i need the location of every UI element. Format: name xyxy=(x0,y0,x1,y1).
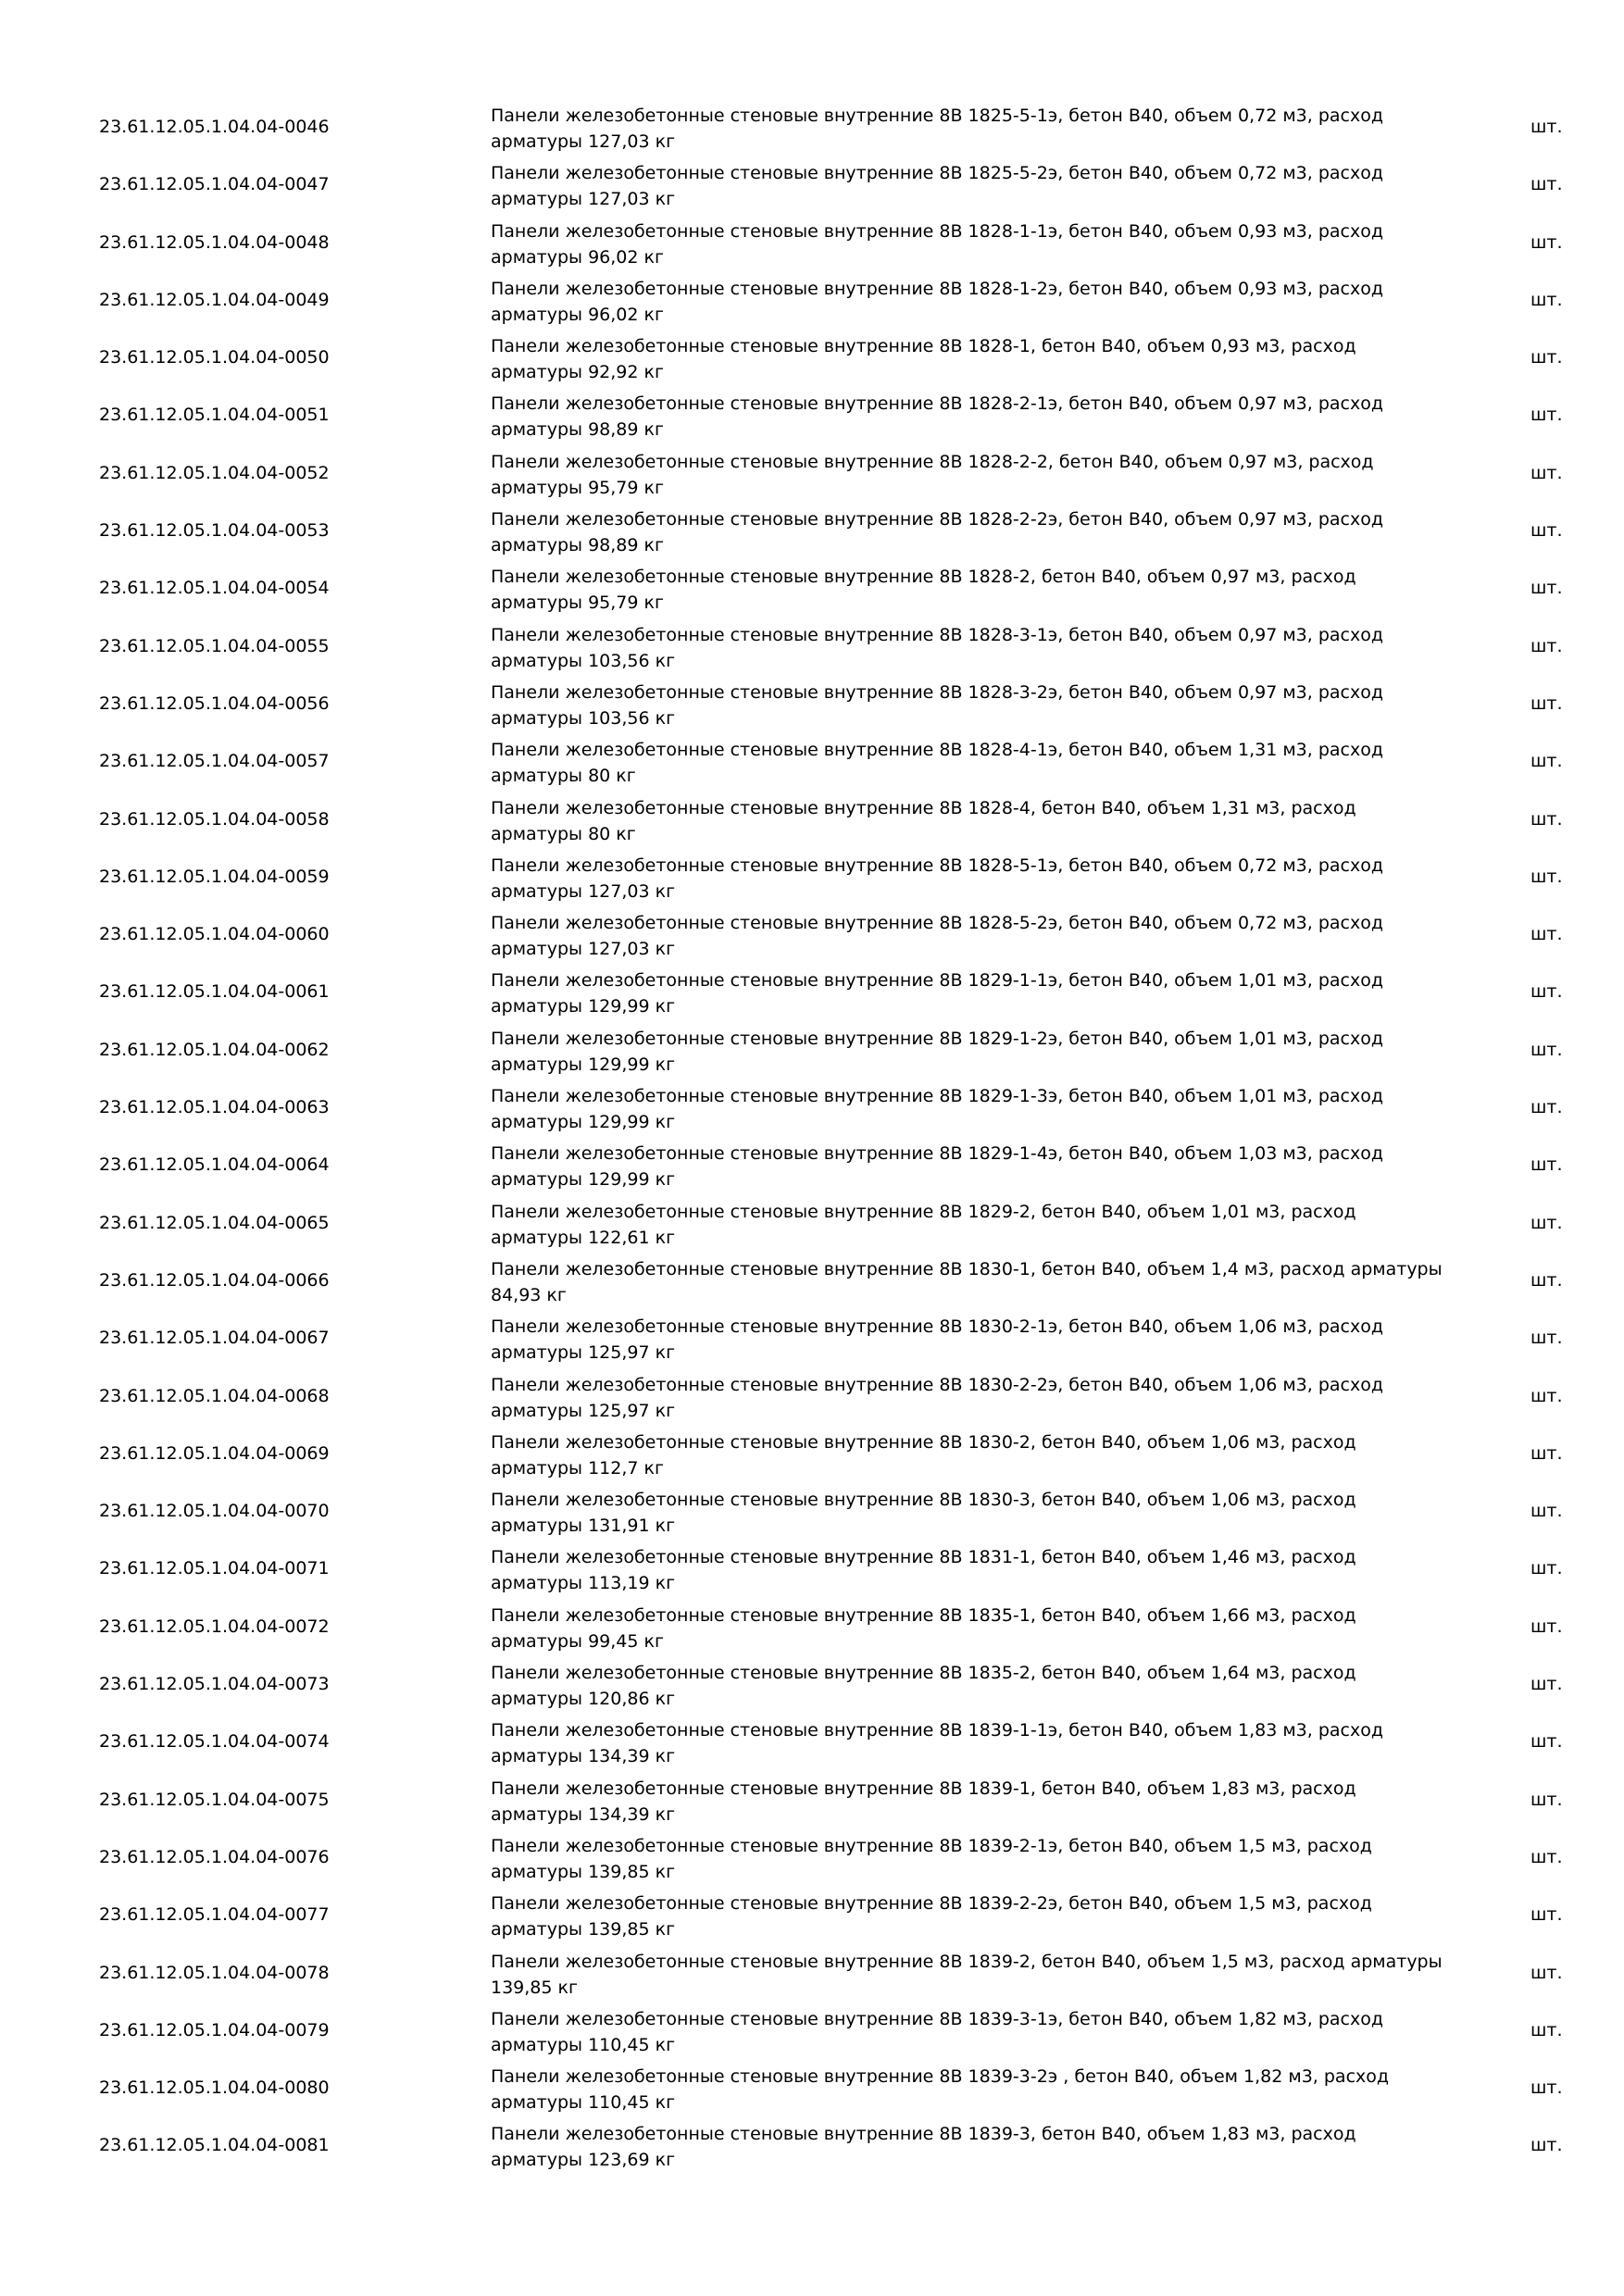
resource-code: 23.61.12.05.1.04.04-0075 xyxy=(99,1789,330,1810)
description-line: Панели железобетонные стеновые внутренние 8В 1829-1-4э, бетон В40, объем 1,03 м3, расход xyxy=(491,1143,1383,1165)
unit-of-measure: шт. xyxy=(1530,117,1563,137)
resource-description xyxy=(491,967,1454,1019)
resource-code: 23.61.12.05.1.04.04-0054 xyxy=(99,578,330,599)
resource-code: 23.61.12.05.1.04.04-0080 xyxy=(99,2078,330,2099)
description-line: Панели железобетонные стеновые внутренние 8В 1831-1, бетон В40, объем 1,46 м3, расход xyxy=(491,1547,1356,1568)
resource-code: 23.61.12.05.1.04.04-0055 xyxy=(99,635,330,656)
resource-description xyxy=(491,1487,1454,1539)
description-line: Панели железобетонные стеновые внутренние 8В 1839-2-1э, бетон В40, объем 1,5 м3, расход xyxy=(491,1835,1372,1856)
table-row xyxy=(0,1255,1624,1313)
resource-description xyxy=(491,1083,1454,1135)
unit-of-measure: шт. xyxy=(1530,174,1563,195)
description-line: арматуры 125,97 кг xyxy=(491,1342,676,1364)
description-line: Панели железобетонные стеновые внутренние 8В 1825-5-2э, бетон В40, объем 0,72 м3, расход xyxy=(491,163,1383,184)
description-line: арматуры 99,45 кг xyxy=(491,1630,664,1652)
resource-code: 23.61.12.05.1.04.04-0078 xyxy=(99,1962,330,1983)
table-row xyxy=(0,736,1624,793)
table-row xyxy=(0,102,1624,159)
table-row xyxy=(0,159,1624,217)
resource-description xyxy=(491,1776,1454,1828)
description-line: Панели железобетонные стеновые внутренние 8В 1839-2-2э, бетон В40, объем 1,5 м3, расход xyxy=(491,1893,1372,1915)
resource-code: 23.61.12.05.1.04.04-0072 xyxy=(99,1616,330,1637)
resource-code: 23.61.12.05.1.04.04-0046 xyxy=(99,117,330,137)
resource-description xyxy=(491,737,1454,789)
resource-description xyxy=(491,1256,1454,1308)
table-row xyxy=(0,967,1624,1024)
description-line: Панели железобетонные стеновые внутренние 8В 1828-2-2, бетон В40, объем 0,97 м3, расход xyxy=(491,451,1374,472)
unit-of-measure: шт. xyxy=(1530,751,1563,772)
description-line: арматуры 134,39 кг xyxy=(491,1746,676,1767)
description-line: Панели железобетонные стеновые внутренние 8В 1828-1, бетон В40, объем 0,93 м3, расход xyxy=(491,336,1356,357)
unit-of-measure: шт. xyxy=(1530,2135,1563,2156)
description-line: арматуры 103,56 кг xyxy=(491,650,676,671)
unit-of-measure: шт. xyxy=(1530,1616,1563,1637)
description-line: арматуры 95,79 кг xyxy=(491,593,664,614)
resource-code: 23.61.12.05.1.04.04-0060 xyxy=(99,924,330,945)
resource-description xyxy=(491,1141,1454,1192)
unit-of-measure: шт. xyxy=(1530,1212,1563,1233)
unit-of-measure: шт. xyxy=(1530,2078,1563,2099)
table-row xyxy=(0,1602,1624,1659)
resource-code: 23.61.12.05.1.04.04-0053 xyxy=(99,520,330,542)
resource-code: 23.61.12.05.1.04.04-0059 xyxy=(99,866,330,887)
description-line: арматуры 98,89 кг xyxy=(491,535,664,556)
description-line: Панели железобетонные стеновые внутренние 8В 1839-3, бетон В40, объем 1,83 м3, расход xyxy=(491,2124,1356,2145)
table-row xyxy=(0,1659,1624,1716)
description-line: Панели железобетонные стеновые внутренние 8В 1835-1, бетон В40, объем 1,66 м3, расход xyxy=(491,1604,1356,1626)
resource-description xyxy=(491,2006,1454,2058)
description-line: Панели железобетонные стеновые внутренние 8В 1828-2, бетон В40, объем 0,97 м3, расход xyxy=(491,567,1356,588)
description-line: Панели железобетонные стеновые внутренние 8В 1839-3-1э, бетон В40, объем 1,82 м3, расход xyxy=(491,2008,1383,2029)
resource-code: 23.61.12.05.1.04.04-0063 xyxy=(99,1097,330,1118)
unit-of-measure: шт. xyxy=(1530,808,1563,830)
description-line: Панели железобетонные стеновые внутренние 8В 1839-2, бетон В40, объем 1,5 м3, расход арматуры xyxy=(491,1951,1443,1972)
table-row xyxy=(0,1890,1624,1947)
description-line: арматуры 122,61 кг xyxy=(491,1227,676,1248)
table-row xyxy=(0,909,1624,967)
unit-of-measure: шт. xyxy=(1530,1442,1563,1464)
description-line: арматуры 95,79 кг xyxy=(491,477,664,498)
description-line: Панели железобетонные стеновые внутренние 8В 1839-1-1э, бетон В40, объем 1,83 м3, расход xyxy=(491,1720,1383,1741)
resource-code: 23.61.12.05.1.04.04-0079 xyxy=(99,2019,330,2040)
description-line: арматуры 113,19 кг xyxy=(491,1573,676,1594)
description-line: Панели железобетонные стеновые внутренние 8В 1830-2-1э, бетон В40, объем 1,06 м3, расход xyxy=(491,1316,1383,1338)
table-row xyxy=(0,448,1624,505)
unit-of-measure: шт. xyxy=(1530,866,1563,887)
description-line: Панели железобетонные стеновые внутренние 8В 1829-2, бетон В40, объем 1,01 м3, расход xyxy=(491,1201,1356,1222)
unit-of-measure: шт. xyxy=(1530,578,1563,599)
unit-of-measure: шт. xyxy=(1530,693,1563,714)
resource-description xyxy=(491,391,1454,443)
description-line: арматуры 127,03 кг xyxy=(491,880,676,902)
description-line: арматуры 129,99 кг xyxy=(491,1169,676,1191)
unit-of-measure: шт. xyxy=(1530,405,1563,426)
description-line: арматуры 134,39 кг xyxy=(491,1803,676,1825)
resource-description xyxy=(491,910,1454,962)
resource-description xyxy=(491,622,1454,674)
description-line: арматуры 129,99 кг xyxy=(491,1112,676,1133)
resource-code: 23.61.12.05.1.04.04-0062 xyxy=(99,1039,330,1060)
table-row xyxy=(0,1140,1624,1197)
table-row xyxy=(0,2120,1624,2177)
resource-code: 23.61.12.05.1.04.04-0049 xyxy=(99,289,330,310)
table-row xyxy=(0,2063,1624,2120)
description-line: Панели железобетонные стеновые внутренние 8В 1830-2-2э, бетон В40, объем 1,06 м3, расход xyxy=(491,1374,1383,1395)
description-line: арматуры 80 кг xyxy=(491,823,636,844)
resource-description xyxy=(491,1026,1454,1078)
table-row xyxy=(0,621,1624,679)
description-line: арматуры 139,85 кг xyxy=(491,1919,676,1940)
resource-description xyxy=(491,2064,1454,2115)
resource-code: 23.61.12.05.1.04.04-0061 xyxy=(99,981,330,1003)
description-line: Панели железобетонные стеновые внутренние 8В 1828-2-2э, бетон В40, объем 0,97 м3, расход xyxy=(491,509,1383,530)
unit-of-measure: шт. xyxy=(1530,981,1563,1003)
table-row xyxy=(0,1025,1624,1082)
unit-of-measure: шт. xyxy=(1530,1097,1563,1118)
description-line: Панели железобетонные стеновые внутренние 8В 1829-1-3э, бетон В40, объем 1,01 м3, расход xyxy=(491,1086,1383,1107)
description-line: Панели железобетонные стеновые внутренние 8В 1828-3-2э, бетон В40, объем 0,97 м3, расход xyxy=(491,681,1383,703)
description-line: Панели железобетонные стеновые внутренние 8В 1839-1, бетон В40, объем 1,83 м3, расход xyxy=(491,1778,1356,1799)
description-line: арматуры 127,03 кг xyxy=(491,189,676,210)
resource-description xyxy=(491,680,1454,731)
description-line: Панели железобетонные стеновые внутренние 8В 1825-5-1э, бетон В40, объем 0,72 м3, расход xyxy=(491,106,1383,126)
unit-of-measure: шт. xyxy=(1530,1789,1563,1810)
table-row xyxy=(0,852,1624,909)
description-line: арматуры 80 кг xyxy=(491,766,636,787)
unit-of-measure: шт. xyxy=(1530,635,1563,656)
unit-of-measure: шт. xyxy=(1530,520,1563,542)
unit-of-measure: шт. xyxy=(1530,1501,1563,1522)
description-line: Панели железобетонные стеновые внутренние 8В 1830-3, бетон В40, объем 1,06 м3, расход xyxy=(491,1490,1356,1511)
description-line: Панели железобетонные стеновые внутренние 8В 1828-4, бетон В40, объем 1,31 м3, расход xyxy=(491,797,1356,818)
resource-code: 23.61.12.05.1.04.04-0071 xyxy=(99,1558,330,1579)
description-line: арматуры 96,02 кг xyxy=(491,304,664,325)
resource-description xyxy=(491,1890,1454,1942)
resource-code: 23.61.12.05.1.04.04-0050 xyxy=(99,347,330,368)
table-row xyxy=(0,563,1624,620)
table-row xyxy=(0,1486,1624,1543)
description-line: Панели железобетонные стеновые внутренние 8В 1830-2, бетон В40, объем 1,06 м3, расход xyxy=(491,1431,1356,1453)
unit-of-measure: шт. xyxy=(1530,1385,1563,1406)
resource-code: 23.61.12.05.1.04.04-0057 xyxy=(99,751,330,772)
description-line: арматуры 112,7 кг xyxy=(491,1457,664,1479)
description-line: арматуры 129,99 кг xyxy=(491,996,676,1017)
description-line: Панели железобетонные стеновые внутренние 8В 1828-5-1э, бетон В40, объем 0,72 м3, расход xyxy=(491,855,1383,876)
description-line: Панели железобетонные стеновые внутренние 8В 1829-1-1э, бетон В40, объем 1,01 м3, расход xyxy=(491,970,1383,992)
table-row xyxy=(0,1429,1624,1486)
unit-of-measure: шт. xyxy=(1530,1154,1563,1176)
resource-code: 23.61.12.05.1.04.04-0068 xyxy=(99,1385,330,1406)
resource-description xyxy=(491,103,1454,155)
resource-description xyxy=(491,1660,1454,1712)
table-row xyxy=(0,1775,1624,1832)
resource-code: 23.61.12.05.1.04.04-0073 xyxy=(99,1674,330,1695)
description-line: арматуры 127,03 кг xyxy=(491,131,676,152)
resource-code: 23.61.12.05.1.04.04-0074 xyxy=(99,1731,330,1753)
resource-description xyxy=(491,1544,1454,1596)
resource-code: 23.61.12.05.1.04.04-0081 xyxy=(99,2135,330,2156)
resource-description xyxy=(491,853,1454,905)
description-line: Панели железобетонные стеновые внутренние 8В 1828-2-1э, бетон В40, объем 0,97 м3, расход xyxy=(491,393,1383,415)
resource-code: 23.61.12.05.1.04.04-0066 xyxy=(99,1269,330,1291)
resource-code: 23.61.12.05.1.04.04-0065 xyxy=(99,1212,330,1233)
table-row xyxy=(0,1371,1624,1429)
price-table xyxy=(0,102,1624,2178)
table-row xyxy=(0,332,1624,390)
description-line: Панели железобетонные стеновые внутренние 8В 1830-1, бетон В40, объем 1,4 м3, расход арматуры xyxy=(491,1258,1443,1279)
description-line: Панели железобетонные стеновые внутренние 8В 1828-5-2э, бетон В40, объем 0,72 м3, расход xyxy=(491,913,1383,934)
resource-code: 23.61.12.05.1.04.04-0076 xyxy=(99,1846,330,1867)
description-line: Панели железобетонные стеновые внутренние 8В 1835-2, бетон В40, объем 1,64 м3, расход xyxy=(491,1663,1356,1684)
description-line: арматуры 110,45 кг xyxy=(491,2034,676,2055)
resource-description xyxy=(491,1833,1454,1885)
resource-description xyxy=(491,1949,1454,2001)
description-line: арматуры 96,02 кг xyxy=(491,246,664,268)
unit-of-measure: шт. xyxy=(1530,1731,1563,1753)
description-line: арматуры 92,92 кг xyxy=(491,362,664,383)
table-row xyxy=(0,794,1624,852)
resource-description xyxy=(491,564,1454,616)
description-line: Панели железобетонные стеновые внутренние 8В 1839-3-2э , бетон В40, объем 1,82 м3, расход xyxy=(491,2066,1390,2088)
description-line: арматуры 110,45 кг xyxy=(491,2092,676,2114)
unit-of-measure: шт. xyxy=(1530,1674,1563,1695)
description-line: Панели железобетонные стеновые внутренние 8В 1828-3-1э, бетон В40, объем 0,97 м3, расход xyxy=(491,624,1383,645)
description-line: арматуры 103,56 кг xyxy=(491,707,676,729)
unit-of-measure: шт. xyxy=(1530,2019,1563,2040)
table-row xyxy=(0,1948,1624,2005)
description-line: арматуры 125,97 кг xyxy=(491,1400,676,1421)
unit-of-measure: шт. xyxy=(1530,347,1563,368)
resource-description xyxy=(491,1314,1454,1366)
table-row xyxy=(0,1832,1624,1890)
description-line: арматуры 127,03 кг xyxy=(491,939,676,960)
resource-code: 23.61.12.05.1.04.04-0067 xyxy=(99,1328,330,1349)
unit-of-measure: шт. xyxy=(1530,289,1563,310)
description-line: арматуры 131,91 кг xyxy=(491,1516,676,1537)
resource-description xyxy=(491,160,1454,212)
unit-of-measure: шт. xyxy=(1530,1269,1563,1291)
table-row xyxy=(0,1082,1624,1140)
description-line: арматуры 98,89 кг xyxy=(491,419,664,441)
resource-description xyxy=(491,2121,1454,2173)
unit-of-measure: шт. xyxy=(1530,1962,1563,1983)
table-row xyxy=(0,679,1624,736)
description-line: арматуры 139,85 кг xyxy=(491,1861,676,1882)
resource-code: 23.61.12.05.1.04.04-0047 xyxy=(99,174,330,195)
description-line: арматуры 123,69 кг xyxy=(491,2150,676,2171)
resource-description xyxy=(491,1429,1454,1481)
resource-description xyxy=(491,1199,1454,1251)
description-line: Панели железобетонные стеновые внутренние 8В 1828-1-2э, бетон В40, объем 0,93 м3, расход xyxy=(491,278,1383,299)
resource-description xyxy=(491,1372,1454,1424)
resource-code: 23.61.12.05.1.04.04-0069 xyxy=(99,1442,330,1464)
resource-code: 23.61.12.05.1.04.04-0058 xyxy=(99,808,330,830)
description-line: 139,85 кг xyxy=(491,1977,578,1998)
description-line: арматуры 129,99 кг xyxy=(491,1054,676,1075)
table-row xyxy=(0,505,1624,563)
resource-description xyxy=(491,506,1454,558)
resource-code: 23.61.12.05.1.04.04-0064 xyxy=(99,1154,330,1176)
description-line: Панели железобетонные стеновые внутренние 8В 1828-4-1э, бетон В40, объем 1,31 м3, расход xyxy=(491,740,1383,761)
table-row xyxy=(0,2005,1624,2063)
unit-of-measure: шт. xyxy=(1530,231,1563,253)
resource-description xyxy=(491,795,1454,847)
table-row xyxy=(0,1543,1624,1601)
unit-of-measure: шт. xyxy=(1530,1904,1563,1926)
resource-description xyxy=(491,276,1454,328)
table-row xyxy=(0,1716,1624,1774)
description-line: Панели железобетонные стеновые внутренние 8В 1829-1-2э, бетон В40, объем 1,01 м3, расход xyxy=(491,1028,1383,1049)
resource-code: 23.61.12.05.1.04.04-0070 xyxy=(99,1501,330,1522)
resource-code: 23.61.12.05.1.04.04-0077 xyxy=(99,1904,330,1926)
resource-code: 23.61.12.05.1.04.04-0052 xyxy=(99,462,330,483)
resource-description xyxy=(491,218,1454,270)
resource-description xyxy=(491,1717,1454,1769)
resource-code: 23.61.12.05.1.04.04-0056 xyxy=(99,693,330,714)
table-row xyxy=(0,218,1624,275)
description-line: арматуры 120,86 кг xyxy=(491,1689,676,1710)
resource-description xyxy=(491,1603,1454,1654)
table-row xyxy=(0,1198,1624,1255)
table-row xyxy=(0,390,1624,447)
resource-code: 23.61.12.05.1.04.04-0048 xyxy=(99,231,330,253)
unit-of-measure: шт. xyxy=(1530,1558,1563,1579)
description-line: Панели железобетонные стеновые внутренние 8В 1828-1-1э, бетон В40, объем 0,93 м3, расход xyxy=(491,220,1383,242)
resource-description xyxy=(491,333,1454,385)
table-row xyxy=(0,1313,1624,1370)
unit-of-measure: шт. xyxy=(1530,462,1563,483)
unit-of-measure: шт. xyxy=(1530,1328,1563,1349)
table-row xyxy=(0,275,1624,332)
resource-code: 23.61.12.05.1.04.04-0051 xyxy=(99,405,330,426)
unit-of-measure: шт. xyxy=(1530,1846,1563,1867)
description-line: 84,93 кг xyxy=(491,1284,567,1305)
unit-of-measure: шт. xyxy=(1530,1039,1563,1060)
resource-description xyxy=(491,449,1454,501)
unit-of-measure: шт. xyxy=(1530,924,1563,945)
